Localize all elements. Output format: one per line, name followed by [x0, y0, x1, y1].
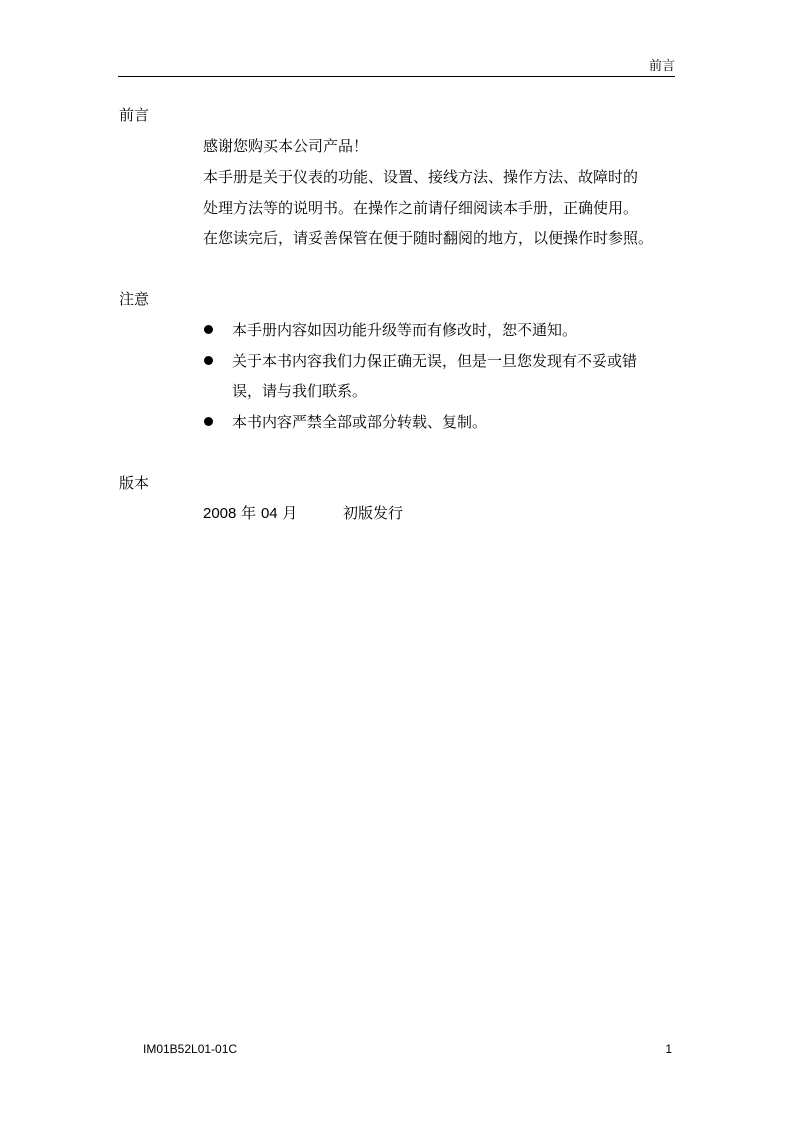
- version-month: 04: [260, 505, 278, 522]
- version-heading: 版本: [119, 474, 150, 492]
- preface-line: 感谢您购买本公司产品！: [203, 137, 369, 155]
- preface-heading: 前言: [119, 106, 150, 124]
- header-rule: [118, 76, 675, 77]
- preface-line: 处理方法等的说明书。在操作之前请仔细阅读本手册，正确使用。: [203, 199, 639, 217]
- version-year-unit: 年: [241, 504, 257, 522]
- version-year: 2008: [203, 505, 237, 522]
- version-date: [203, 503, 297, 524]
- notice-bullet-text: 误，请与我们联系。: [232, 382, 368, 400]
- bullet-dot-icon: [204, 325, 213, 334]
- version-month-unit: 月: [282, 504, 298, 522]
- notice-heading: 注意: [119, 290, 150, 308]
- notice-bullet-text: 本书内容严禁全部或部分转载、复制。: [232, 413, 488, 431]
- footer-page-number: 1: [665, 1042, 672, 1056]
- preface-line: 本手册是关于仪表的功能、设置、接线方法、操作方法、故障时的: [203, 168, 639, 186]
- bullet-dot-icon: [204, 417, 213, 426]
- version-note: 初版发行: [343, 504, 404, 522]
- bullet-dot-icon: [204, 356, 213, 365]
- header-title: 前言: [648, 59, 675, 74]
- notice-bullet-text: 本手册内容如因功能升级等而有修改时，恕不通知。: [232, 321, 578, 339]
- notice-bullet-text: 关于本书内容我们力保正确无误，但是一旦您发现有不妥或错: [232, 352, 638, 370]
- footer-doc-number: IM01B52L01-01C: [143, 1042, 238, 1056]
- preface-line: 在您读完后，请妥善保管在便于随时翻阅的地方，以便操作时参照。: [203, 229, 654, 247]
